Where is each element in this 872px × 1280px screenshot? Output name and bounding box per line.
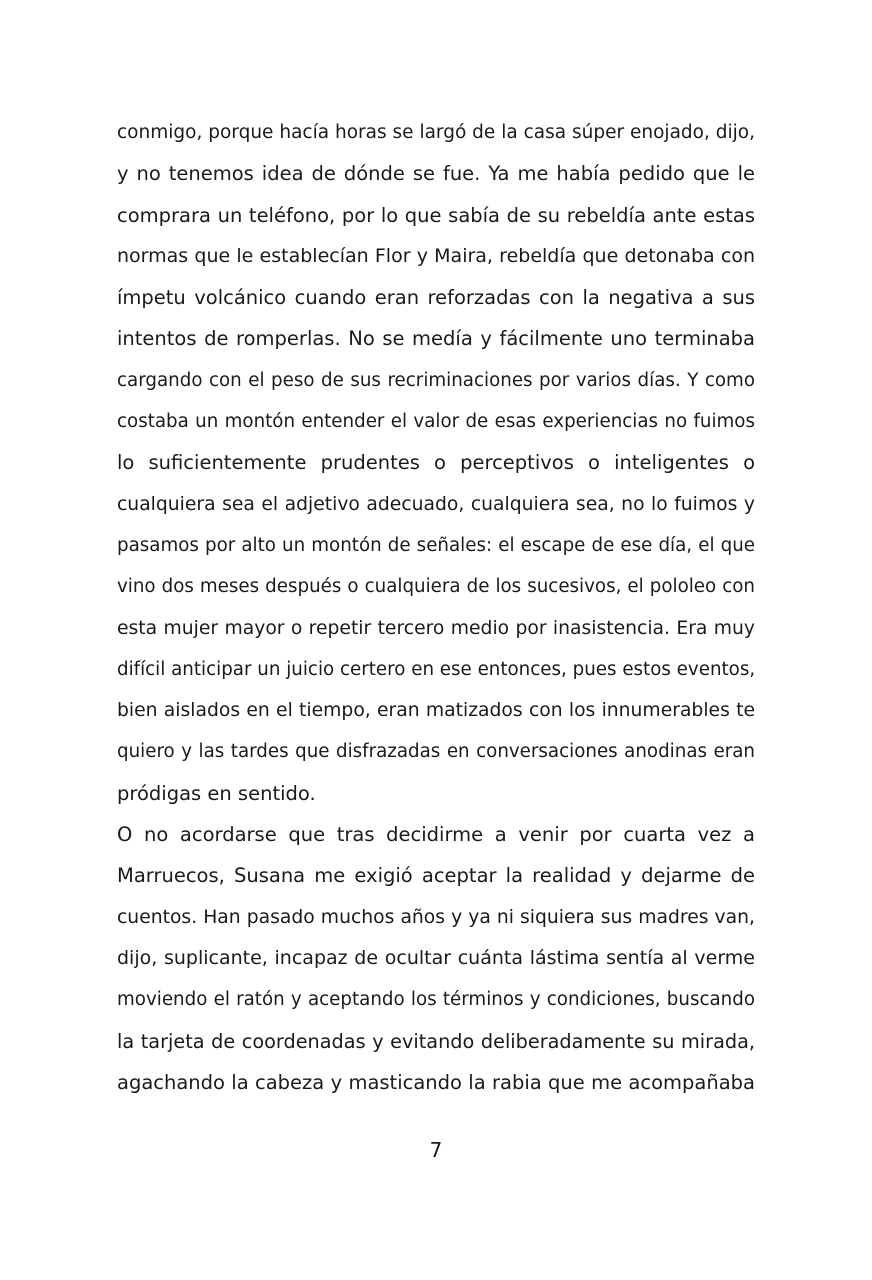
text-line: pasamos por alto un montón de señales: el escape de ese día, el que <box>117 534 755 556</box>
text-line: intentos de romperlas. No se medía y fácilmente uno terminaba <box>117 327 755 351</box>
text-line: dijo, suplicante, incapaz de ocultar cuánta lástima sentía al verme <box>117 946 755 969</box>
text-line: esta mujer mayor o repetir tercero medio por inasistencia. Era muy <box>117 617 755 639</box>
text-line: y no tenemos idea de dónde se fue. Ya me había pedido que le <box>117 162 755 186</box>
text-line: cargando con el peso de sus recriminaciones por varios días. Y como <box>117 369 755 391</box>
text-line: ímpetu volcánico cuando eran reforzadas con la negativa a sus <box>117 286 755 310</box>
text-line: cuentos. Han pasado muchos años y ya ni siquiera sus madres van, <box>117 906 755 928</box>
text-line: quiero y las tardes que disfrazadas en conversaciones anodinas eran <box>117 741 755 763</box>
text-line: O no acordarse que tras decidirme a venir por cuarta vez a <box>117 823 755 847</box>
text-line: costaba un montón entender el valor de esas experiencias no fuimos <box>117 411 755 433</box>
text-line: cualquiera sea el adjetivo adecuado, cualquiera sea, no lo fuimos y <box>117 493 755 515</box>
page-number: 7 <box>429 1138 443 1162</box>
text-line: normas que le establecían Flor y Maira, rebeldía que detonaba con <box>117 244 755 267</box>
text-line: la tarjeta de coordenadas y evitando deliberadamente su mirada, <box>117 1029 755 1053</box>
text-line: bien aislados en el tiempo, eran matizados con los innumerables te <box>117 700 755 722</box>
text-line: lo suficientemente prudentes o perceptivos o inteligentes o <box>117 451 755 475</box>
text-line: agachando la cabeza y masticando la rabia que me acompañaba <box>117 1070 755 1094</box>
text-line: moviendo el ratón y aceptando los términos y condiciones, buscando <box>117 989 755 1011</box>
text-line: comprara un teléfono, por lo que sabía de su rebeldía ante estas <box>117 203 755 227</box>
text-line: Marruecos, Susana me exigió aceptar la realidad y dejarme de <box>117 864 755 888</box>
body-text <box>117 112 755 1103</box>
text-line: vino dos meses después o cualquiera de los sucesivos, el pololeo con <box>117 576 755 598</box>
text-line: difícil anticipar un juicio certero en ese entonces, pues estos eventos, <box>117 658 756 680</box>
text-line: pródigas en sentido. <box>117 781 316 805</box>
text-line: conmigo, porque hacía horas se largó de la casa súper enojado, dijo, <box>117 122 755 143</box>
